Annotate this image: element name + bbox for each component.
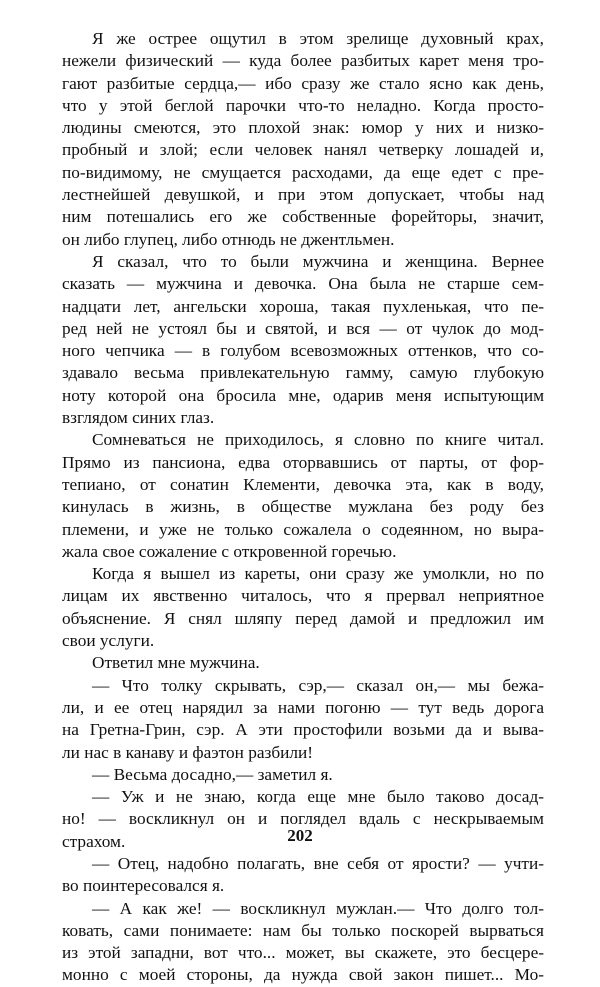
paragraph xyxy=(62,764,544,786)
text-line: ред ней не устоял бы и святой, и вся — от чулок до мод- xyxy=(62,318,544,338)
text-line: пробный и злой; если человек нанял четверку лошадей и, xyxy=(62,140,544,160)
text-line: тепиано, от сонатин Клементи, девочка эта, как в воду, xyxy=(62,474,544,494)
text-line: из этой западни, вот что... может, вы скажете, это бесцере- xyxy=(62,943,544,963)
text-line: Прямо из пансиона, едва оторвавшись от парты, от фор- xyxy=(62,452,544,472)
text-line: — А как же! — воскликнул мужлан.— Что долго тол- xyxy=(92,898,544,918)
text-line: здавало весьма привлекательную гамму, самую глубокую xyxy=(62,363,544,383)
text-line: Когда я вышел из кареты, они сразу же умолкли, но по xyxy=(92,564,544,584)
text-line: свои услуги. xyxy=(62,631,155,651)
text-line: ним потешались его же собственные форейторы, значит, xyxy=(62,207,544,227)
paragraph xyxy=(62,853,544,898)
text-line: он либо глупец, либо отнюдь не джентльмен. xyxy=(62,229,395,249)
text-line: но! — воскликнул он и поглядел вдаль с нескрываемым xyxy=(62,809,544,829)
text-line: Сомневаться не приходилось, я словно по книге читал. xyxy=(92,430,544,450)
text-line: — Уж и не знаю, когда еще мне было таково досад- xyxy=(92,787,544,807)
text-line: жала свое сожаление с откровенной горечью. xyxy=(62,541,397,561)
paragraph xyxy=(62,251,544,429)
paragraph xyxy=(62,652,544,674)
paragraph xyxy=(62,28,544,251)
text-line: лестнейшей девушкой, и при этом допускает, чтобы над xyxy=(62,185,544,205)
text-line: по-видимому, не смущается расходами, да еще едет с пре- xyxy=(62,162,544,182)
text-line: во поинтересовался я. xyxy=(62,876,225,896)
text-line: монно с моей стороны, да нужда свой закон пишет... Мо- xyxy=(62,965,544,985)
text-line: гают разбитые сердца,— ибо сразу же стало ясно как день, xyxy=(62,73,544,93)
text-line: надцати лет, ангельски хороша, такая пухленькая, что пе- xyxy=(62,296,544,316)
text-line: ли, и ее отец нарядил за нами погоню — тут ведь дорога xyxy=(62,697,544,717)
text-line: — Что толку скрывать, сэр,— сказал он,— мы бежа- xyxy=(92,675,544,695)
paragraph xyxy=(62,429,544,563)
text-line: — Отец, надобно полагать, вне себя от ярости? — учти- xyxy=(92,853,544,873)
text-line: — Весьма досадно,— заметил я. xyxy=(92,764,333,784)
text-line: на Гретна-Грин, сэр. А эти простофили возьми да и выва- xyxy=(62,720,544,740)
text-line: ноту которой она бросила мне, одарив меня испытующим xyxy=(62,385,544,405)
text-line: страхом. xyxy=(62,831,126,851)
text-line: Ответил мне мужчина. xyxy=(92,653,260,673)
text-line: лицам их явственно читалось, что я прервал неприятное xyxy=(62,586,544,606)
text-line: людины смеются, это плохой знак: юмор у них и низко- xyxy=(62,118,544,138)
text-line: взглядом синих глаз. xyxy=(62,408,215,428)
text-line: ковать, сами понимаете: нам бы только поскорей вырваться xyxy=(62,920,544,940)
text-line: нежели физический — куда более разбитых карет меня тро- xyxy=(62,51,544,71)
paragraph xyxy=(62,898,544,987)
text-line: ли нас в канаву и фаэтон разбили! xyxy=(62,742,314,762)
text-line: Я же острее ощутил в этом зрелище духовный крах, xyxy=(92,29,544,48)
text-line: Я сказал, что то были мужчина и женщина. Вернее xyxy=(92,251,544,271)
text-line: сказать — мужчина и девочка. Она была не старше сем- xyxy=(62,274,544,294)
page-number: 202 xyxy=(287,826,313,845)
text-line: ного чепчика — в голубом всевозможных оттенков, что со- xyxy=(62,341,544,361)
paragraph xyxy=(62,675,544,764)
text-line: что у этой беглой парочки что-то неладно. Когда просто- xyxy=(62,95,544,115)
text-line: племени, и уже не только сожалела о содеянном, но выра- xyxy=(62,519,544,539)
paragraph xyxy=(62,563,544,652)
text-line: объяснение. Я снял шляпу перед дамой и предложил им xyxy=(62,608,544,628)
text-line: кинулась в жизнь, в обществе мужлана без роду без xyxy=(62,497,544,517)
